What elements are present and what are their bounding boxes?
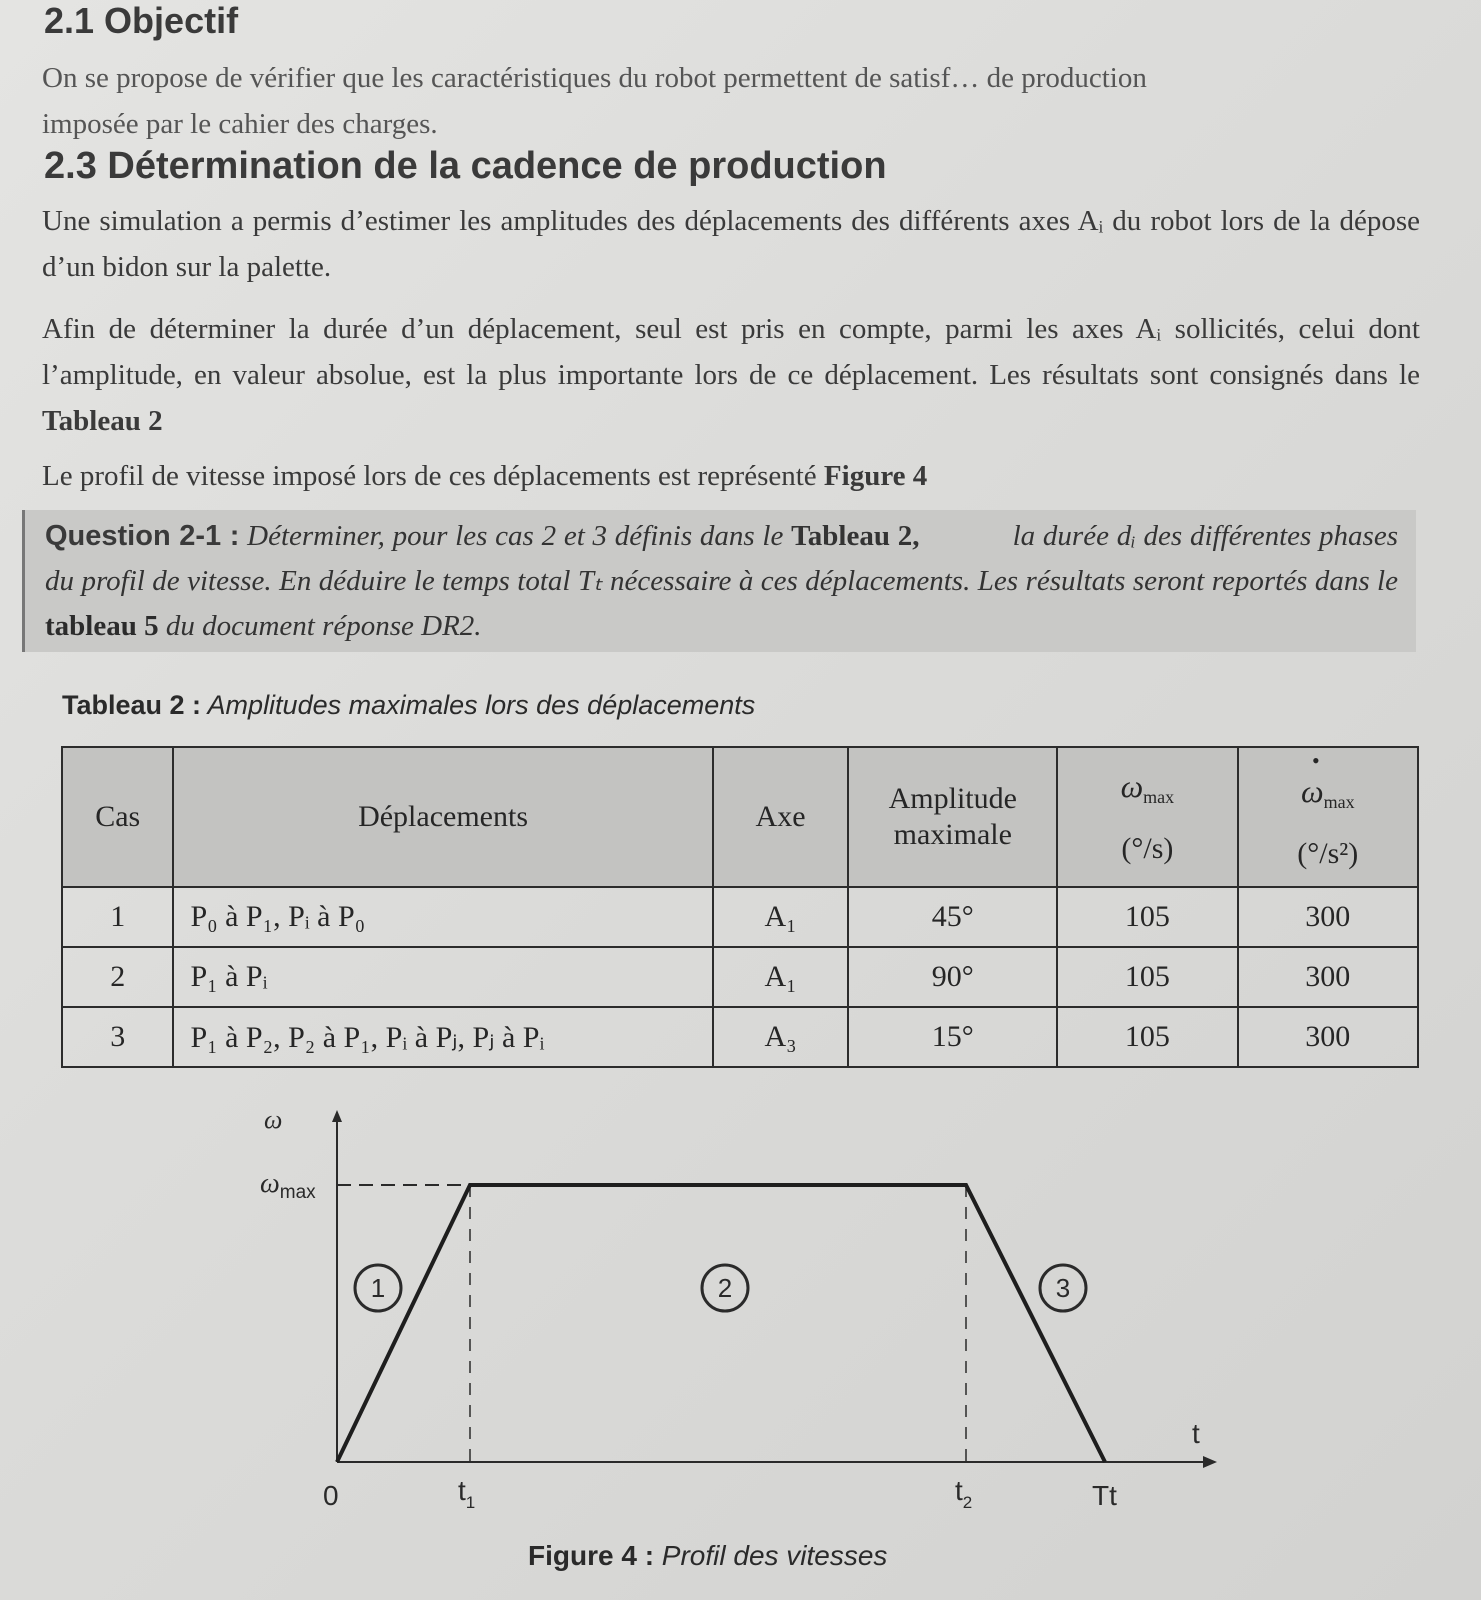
question-text-2: la durée dᵢ des différentes phases du profil de vitesse. En déduire le temps total Tₜ nécessaire à ces déplacements. Les résultats seront reportés dans le <box>45 520 1406 597</box>
y-axis-arrow <box>332 1110 342 1122</box>
cell-deplacements: P₁ à Pᵢ <box>173 947 712 1007</box>
figure-caption <box>528 1540 887 1572</box>
section-heading-objectif: 2.1 Objectif <box>44 0 239 41</box>
cell-cas: 2 <box>62 947 173 1007</box>
cell-cas: 3 <box>62 1007 173 1067</box>
y-axis-label: ω <box>264 1105 283 1134</box>
origin-label: 0 <box>323 1480 339 1511</box>
figure-reference: Figure 4 <box>823 460 928 492</box>
figure-caption-text: Profil des vitesses <box>654 1540 888 1571</box>
figure-caption-label: Figure 4 : <box>528 1540 655 1571</box>
tableau-reference: Tableau 2 <box>42 405 163 437</box>
cell-deplacements: P₁ à P₂, P₂ à P₁, Pᵢ à Pⱼ, Pⱼ à Pᵢ <box>173 1007 712 1067</box>
cell-omega: 105 <box>1057 947 1237 1007</box>
section-heading-cadence: 2.3 Détermination de la cadence de production <box>44 145 887 187</box>
simulation-paragraph: Une simulation a permis d’estimer les amplitudes des déplacements des différents axes Aᵢ du robot lors de la dépose d’un bidon sur la palette. <box>42 205 1420 283</box>
cell-amplitude: 15° <box>848 1007 1057 1067</box>
cell-deplacements: P₀ à P₁, Pᵢ à P₀ <box>173 887 712 947</box>
x-axis-arrow <box>1203 1456 1217 1468</box>
cell-omegadot: 300 <box>1238 887 1418 947</box>
question-text-1: Déterminer, pour les cas 2 et 3 définis dans le <box>239 520 792 552</box>
question-ref-tableau: Tableau 2, <box>791 520 920 552</box>
omegadot-symbol: • ω <box>1301 773 1324 809</box>
table-caption-label: Tableau 2 : <box>62 690 202 720</box>
cell-omegadot: 300 <box>1238 1007 1418 1067</box>
omega-max-label: $\omega_{max}$ <box>260 1168 316 1203</box>
cell-amplitude: 45° <box>848 887 1057 947</box>
question-ref-tableau5: tableau 5 <box>45 610 159 642</box>
cell-axe: A₁ <box>713 947 849 1007</box>
t1-label: $t_1$ <box>458 1475 476 1512</box>
duration-text: Afin de déterminer la durée d’un déplacement, seul est pris en compte, parmi les axes Aᵢ sollicités, celui dont l’amplitude, en valeur absolue, est la plus importante lors de ce déplacement. Les résultats sont consignés dans le <box>42 313 1420 391</box>
cell-omegadot: 300 <box>1238 947 1418 1007</box>
omegadot-sub: max <box>1323 791 1355 812</box>
omega-unit: (°/s) <box>1121 831 1174 865</box>
cell-cas: 1 <box>62 887 173 947</box>
header-deplacements: Déplacements <box>173 747 712 887</box>
t2-label: $t_2$ <box>955 1475 973 1512</box>
phase-2-label: 2 <box>717 1273 733 1303</box>
omega-symbol: ω <box>1120 767 1144 804</box>
x-axis-label: t <box>1192 1418 1200 1449</box>
objectif-paragraph: On se propose de vérifier que les caractéristiques du robot permettent de satisf… de production imposée par le cahier des charges. <box>42 62 1147 140</box>
cell-omega: 105 <box>1057 887 1237 947</box>
omega-sub: max <box>1143 786 1175 807</box>
cell-axe: A₃ <box>713 1007 849 1067</box>
velocity-profile-line <box>337 1185 1105 1462</box>
header-axe: Axe <box>713 747 849 887</box>
header-cas: Cas <box>62 747 173 887</box>
question-label: Question 2-1 : <box>45 520 240 552</box>
table-caption-text: Amplitudes maximales lors des déplacements <box>201 690 756 720</box>
tt-label: Tt <box>1092 1480 1117 1511</box>
phase-3-label: 3 <box>1055 1273 1071 1303</box>
omegadot-unit: (°/s²) <box>1297 836 1359 870</box>
cell-amplitude: 90° <box>848 947 1057 1007</box>
cell-omega: 105 <box>1057 1007 1237 1067</box>
header-amplitude-text: Amplitude maximale <box>888 782 1017 851</box>
profile-text: Le profil de vitesse imposé lors de ces déplacements est représenté <box>42 460 824 492</box>
question-text-3: du document réponse DR2. <box>158 610 482 642</box>
cell-axe: A₁ <box>713 887 849 947</box>
phase-1-label: 1 <box>370 1273 386 1303</box>
